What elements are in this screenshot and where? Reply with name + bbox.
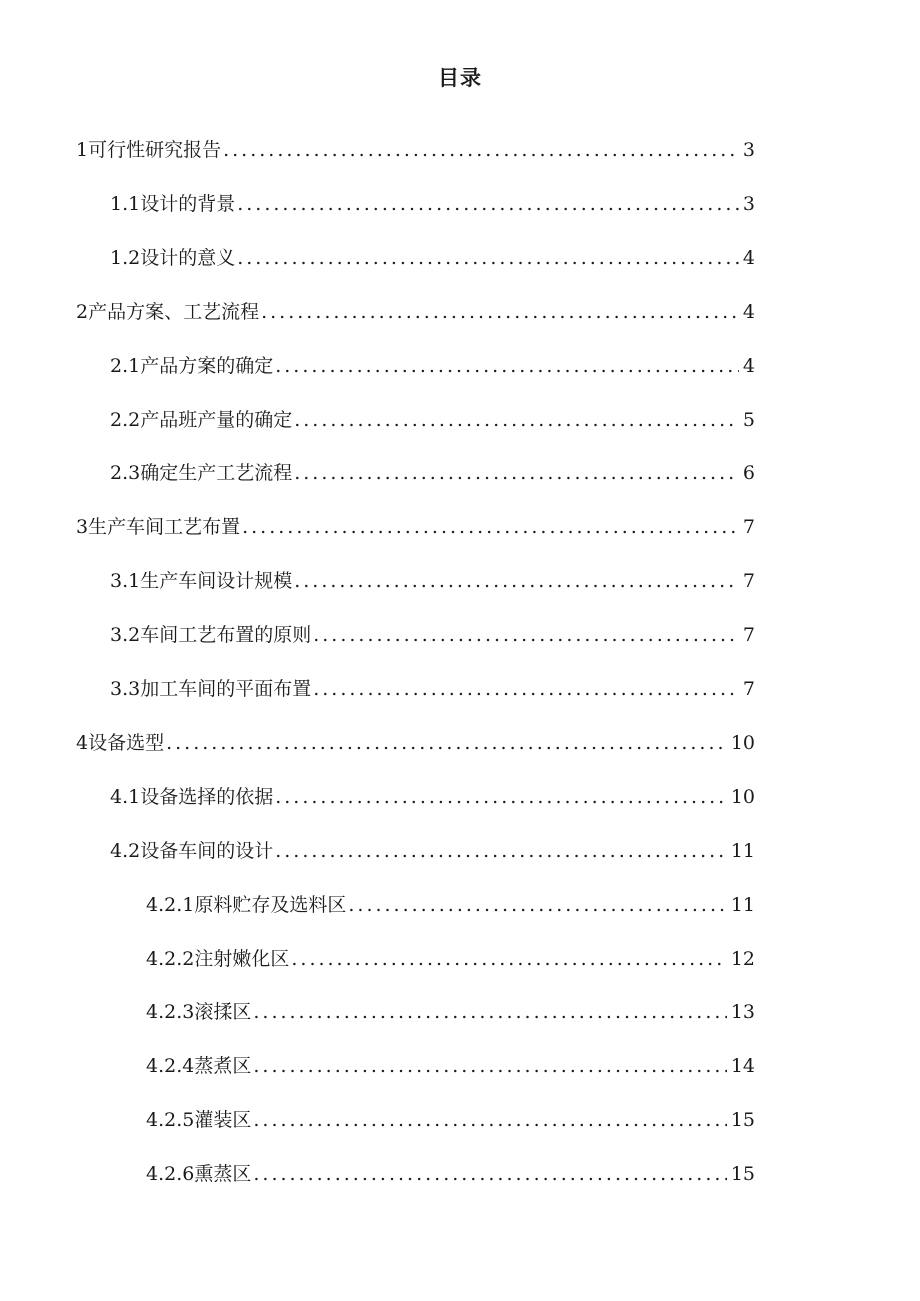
toc-entry[interactable] [110,674,755,704]
toc-entry-title: 3.3加工车间的平面布置 [110,678,312,700]
toc-entry-title: 1可行性研究报告 [76,139,222,161]
toc-entry-title: 2.3确定生产工艺流程 [110,462,293,485]
toc-dot-leader [242,512,739,542]
toc-entry[interactable] [110,836,755,866]
toc-entry[interactable] [76,297,755,327]
toc-entry[interactable] [76,512,755,542]
toc-entry-page-number: 11 [730,893,755,916]
toc-entry-title: 3生产车间工艺布置 [76,516,241,539]
toc-entry[interactable] [76,135,755,165]
toc-entry-title: 2.2产品班产量的确定 [110,408,293,431]
toc-entry[interactable] [110,189,755,219]
toc-entry-title: 3.2车间工艺布置的原则 [110,624,312,647]
toc-entry-title: 4.2.4蒸煮区 [146,1055,252,1078]
toc-dot-leader [275,351,739,381]
toc-dot-leader [237,243,739,273]
toc-dot-leader [253,1051,726,1081]
toc-entry-title: 1.1设计的背景 [110,192,236,215]
toc-entry-page-number: 5 [742,408,755,431]
toc-entry-title: 2.1产品方案的确定 [110,354,274,377]
toc-dot-leader [313,620,739,650]
toc-dot-leader [294,458,739,488]
toc-dot-leader [237,189,739,219]
toc-dot-leader [291,944,726,974]
toc-entry-page-number: 7 [742,678,755,700]
toc-entry-page-number: 7 [742,570,755,593]
toc-dot-leader [275,836,727,866]
toc-entry[interactable] [146,997,755,1027]
toc-entry[interactable] [146,1105,755,1135]
toc-dot-leader [294,405,739,435]
toc-entry-page-number: 10 [730,785,755,808]
toc-entry-title: 4.2.6熏蒸区 [146,1163,252,1186]
toc-entry[interactable] [146,1051,755,1081]
toc-entry[interactable] [110,458,755,488]
toc-entry-page-number: 11 [730,839,755,862]
toc-dot-leader [261,297,739,327]
toc-dot-leader [253,1105,726,1135]
toc-entry-page-number: 3 [742,192,755,215]
toc-entry[interactable] [146,1159,755,1189]
toc-dot-leader [275,782,727,812]
toc-dot-leader [253,1159,726,1189]
toc-entry-page-number: 3 [742,139,755,161]
toc-dot-leader [294,566,739,596]
toc-dot-leader [166,728,727,758]
toc-entry-page-number: 4 [742,354,755,377]
toc-entry-page-number: 7 [742,516,755,539]
toc-entry[interactable] [146,944,755,974]
toc-entry-page-number: 10 [730,731,755,754]
toc-dot-leader [348,890,726,920]
toc-entry-title: 4.2设备车间的设计 [110,839,274,862]
toc-entry-page-number: 14 [730,1055,755,1078]
toc-title: 目录 [438,66,482,90]
toc-entry-title: 4.2.2注射嫩化区 [146,947,290,970]
toc-entry-page-number: 12 [730,947,755,970]
toc-entry-page-number: 4 [742,300,755,323]
toc-entry[interactable] [110,351,755,381]
toc-entry-title: 4.1设备选择的依据 [110,785,274,808]
toc-entry-page-number: 15 [730,1163,755,1186]
toc-entry[interactable] [110,566,755,596]
toc-entry[interactable] [76,728,755,758]
toc-entry-title: 3.1生产车间设计规模 [110,570,293,593]
toc-entry-title: 2产品方案、工艺流程 [76,300,260,323]
toc-entry-page-number: 15 [730,1109,755,1132]
toc-entry[interactable] [146,890,755,920]
toc-entry-title: 4.2.3滚揉区 [146,1001,252,1024]
toc-dot-leader [313,674,739,704]
toc-dot-leader [223,135,739,165]
toc-entry[interactable] [110,405,755,435]
toc-entry-page-number: 6 [742,462,755,485]
toc-entry[interactable] [110,782,755,812]
toc-entry-page-number: 4 [742,246,755,269]
toc-entry[interactable] [110,243,755,273]
toc-entry-page-number: 7 [742,624,755,647]
toc-dot-leader [253,997,726,1027]
toc-entry[interactable] [110,620,755,650]
toc-entry-title: 4.2.5灌装区 [146,1109,252,1132]
toc-entry-title: 4.2.1原料贮存及选料区 [146,893,347,916]
toc-entry-title: 4设备选型 [76,731,165,754]
toc-entry-title: 1.2设计的意义 [110,246,236,269]
toc-entry-page-number: 13 [730,1001,755,1024]
